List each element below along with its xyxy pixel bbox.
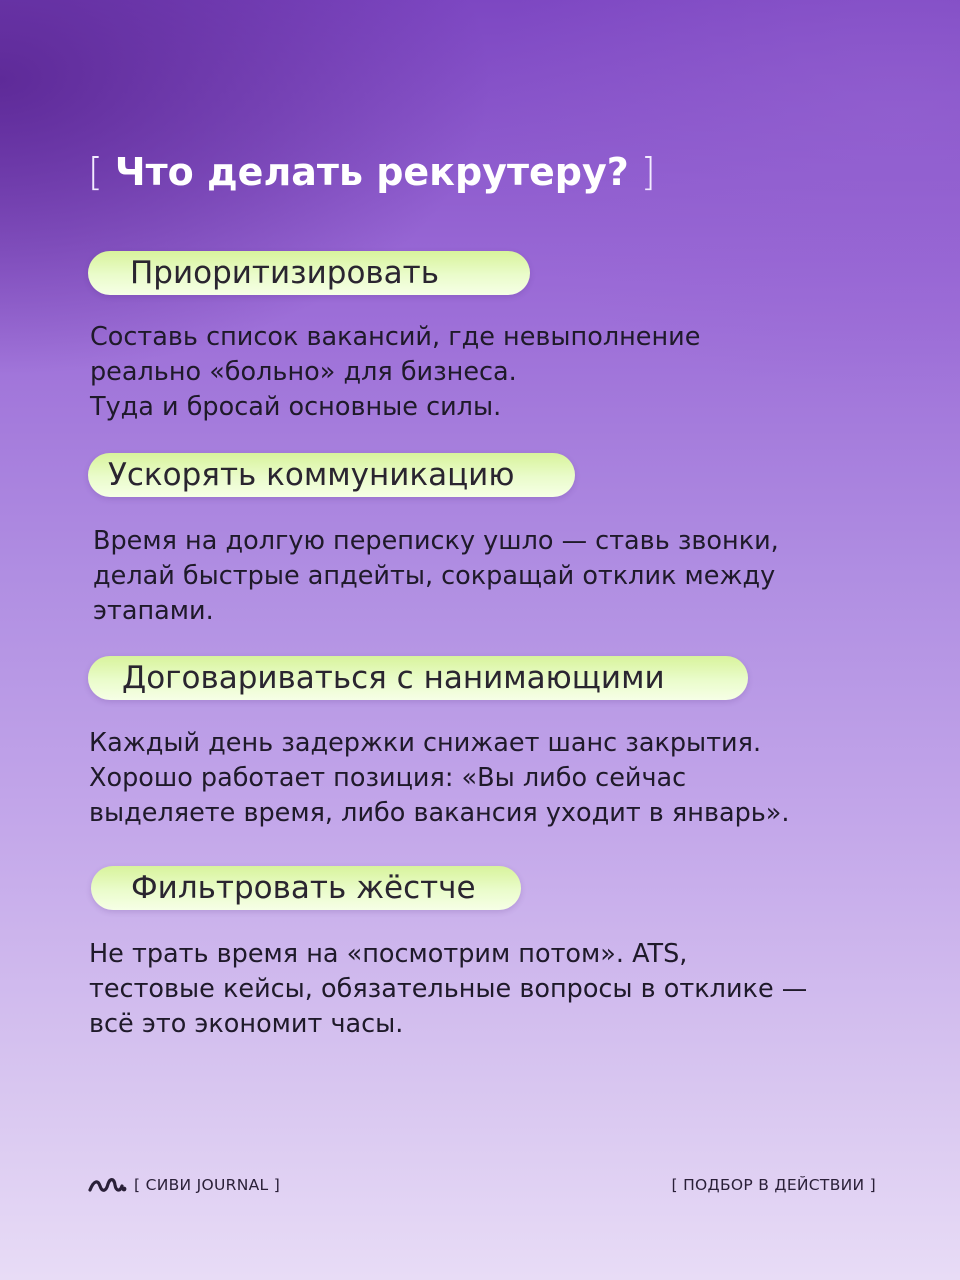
body-line: выделяете время, либо вакансия уходит в январь». <box>89 798 790 828</box>
section-heading-communication <box>88 453 575 497</box>
section-heading-negotiate <box>88 656 748 700</box>
body-line: тестовые кейсы, обязательные вопросы в отклике — <box>89 974 808 1004</box>
title-bracket-open: [ <box>88 150 103 194</box>
body-line: Хорошо работает позиция: «Вы либо сейчас <box>89 763 687 793</box>
title-bracket-close: ] <box>640 150 656 194</box>
section-heading-label: Фильтровать жёстче <box>131 870 476 906</box>
body-line: Каждый день задержки снижает шанс закрытия. <box>89 728 762 758</box>
section-body-communication <box>93 524 779 629</box>
section-body-negotiate <box>89 726 790 831</box>
body-line: Туда и бросай основные силы. <box>90 392 502 422</box>
section-heading-label: Договариваться с нанимающими <box>122 660 665 696</box>
section-heading-filter <box>91 866 521 910</box>
body-line: Не трать время на «посмотрим потом». ATS, <box>89 939 688 969</box>
section-heading-label: Приоритизировать <box>130 255 440 291</box>
body-line: всё это экономит часы. <box>89 1009 404 1039</box>
body-line: реально «больно» для бизнеса. <box>90 357 517 387</box>
body-line: этапами. <box>93 596 214 626</box>
title-text: Что делать рекрутеру? <box>114 150 629 194</box>
body-line: Составь список вакансий, где невыполнение <box>90 322 701 352</box>
section-body-filter <box>89 937 807 1042</box>
page-title <box>88 150 656 194</box>
body-line: делай быстрые апдейты, сокращай отклик между <box>93 561 776 591</box>
section-heading-prioritize <box>88 251 530 295</box>
section-heading-label: Ускорять коммуникацию <box>108 457 515 493</box>
section-body-prioritize <box>90 320 700 425</box>
footer-rubric: [ ПОДБОР В ДЕЙСТВИИ ] <box>671 1176 876 1194</box>
body-line: Время на долгую переписку ушло — ставь звонки, <box>93 526 779 556</box>
sivi-wave-logo-icon <box>88 1176 128 1196</box>
footer-brand: [ СИВИ JOURNAL ] <box>134 1176 281 1194</box>
